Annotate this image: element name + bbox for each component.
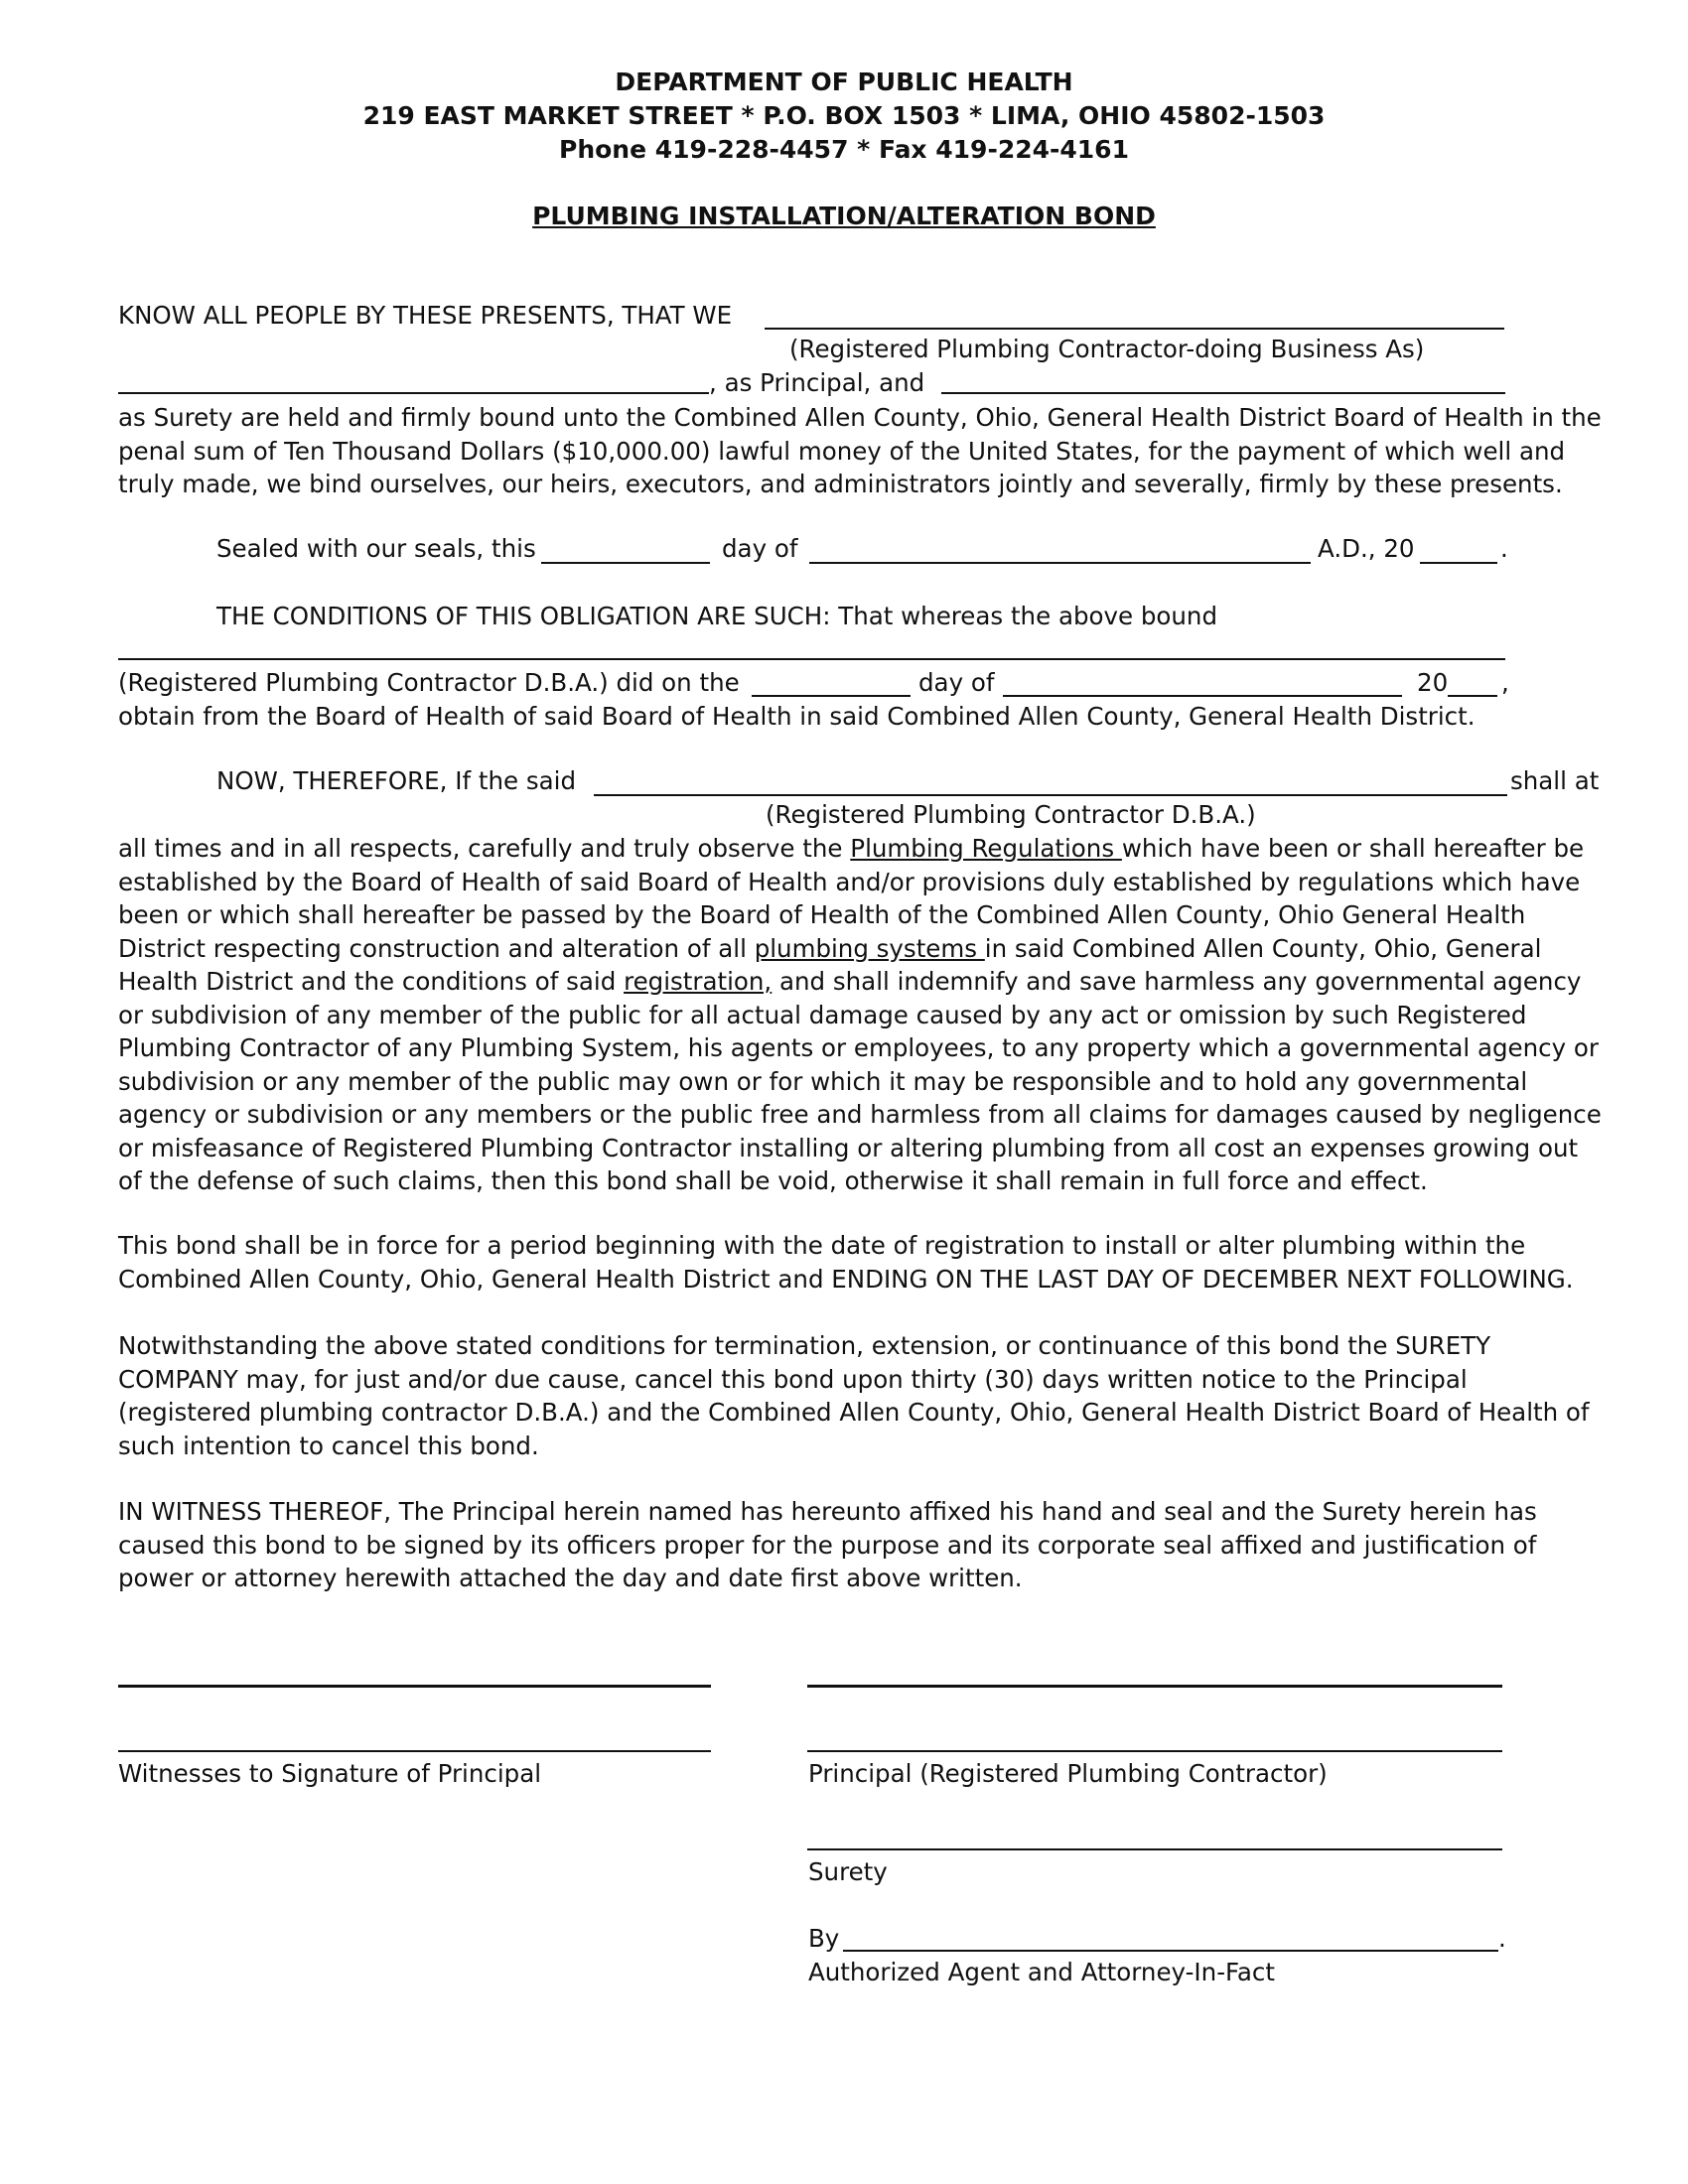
sealed-text: Sealed with our seals, this (216, 534, 536, 563)
sealed-day-of-text: day of (722, 534, 798, 563)
principal-label: Principal (Registered Plumbing Contractor) (808, 1759, 1328, 1788)
said-contractor-field[interactable] (594, 794, 1507, 796)
ad-year-text: A.D., 20 (1318, 534, 1415, 563)
conditions-day-field[interactable] (752, 695, 911, 697)
know-all-text: KNOW ALL PEOPLE BY THESE PRESENTS, THAT WE (118, 301, 733, 330)
witness-paragraph: IN WITNESS THEREOF, The Principal herein named has hereunto affixed his hand and seal and the Surety herein has caused this bond to be signed by its officers proper for the purpose and its corporate seal affixed and justification of power or attorney herewith attached the day and date first above written. (118, 1497, 1537, 1592)
conditions-comma: , (1501, 668, 1509, 697)
principal-name-field[interactable] (118, 392, 709, 394)
department-name: DEPARTMENT OF PUBLIC HEALTH (615, 68, 1073, 96)
obtain-text: obtain from the Board of Health of said Board of Health in said Combined Allen County, General Health District. (118, 702, 1476, 731)
by-label: By (808, 1924, 840, 1953)
surety-name-field[interactable] (941, 392, 1505, 394)
form-title: PLUMBING INSTALLATION/ALTERATION BOND (532, 202, 1156, 230)
now-therefore-lead: NOW, THEREFORE, If the said (216, 766, 577, 795)
obligation-paragraph: all times and in all respects, carefully and truly observe the Plumbing Regulations which have been or shall hereafter be established by the Board of Health of said Board of Health and/or provisions duly established by regulations which have been or which shall hereafter be passed by the Board of Health of the Combined Allen County, Ohio General Health District respecting construction and alteration of all plumbing systems in said Combined Allen County, Ohio, General Health District and the conditions of said registration, and shall indemnify and save harmless any governmental agency or subdivision of any member of the public for all actual damage caused by any act or omission by such Registered Plumbing Contractor of any Plumbing System, his agents or employees, to any property which a governmental agency or subdivision or any member of the public may own or for which it may be responsible and to hold any governmental agency or subdivision or any members or the public free and harmless from all claims for damages caused by negligence or misfeasance of Registered Plumbing Contractor installing or altering plumbing from all cost an expenses growing out of the defense of such claims, then this bond shall be void, otherwise it shall remain in full force and effect. (118, 834, 1602, 1195)
registration-link: registration, (624, 967, 773, 996)
conditions-20-text: 20 (1417, 668, 1449, 697)
department-address: 219 EAST MARKET STREET * P.O. BOX 1503 * LIMA, OHIO 45802-1503 (362, 101, 1326, 130)
sealed-month-field[interactable] (809, 562, 1311, 564)
contractor-name-field[interactable] (765, 328, 1504, 330)
conditions-year-field[interactable] (1448, 695, 1497, 697)
sealed-period: . (1500, 534, 1508, 563)
as-principal-text: , as Principal, and (709, 368, 925, 397)
principal-signature-line-1[interactable] (807, 1685, 1502, 1688)
surety-paragraph: as Surety are held and firmly bound unto the Combined Allen County, Ohio, General Health District Board of Health in the penal sum of Ten Thousand Dollars ($10,000.00) lawful money of the United States, for the payment of which well and truly made, we bind ourselves, our heirs, executors, and administrators jointly and severally, firmly by these presents. (118, 403, 1602, 498)
force-paragraph: This bond shall be in force for a period beginning with the date of registration to install or alter plumbing within the Combined Allen County, Ohio, General Health District and ENDING ON THE LAST DAY OF DECEMBER NEXT FOLLOWING. (118, 1231, 1574, 1294)
sealed-day-field[interactable] (541, 562, 710, 564)
agent-label: Authorized Agent and Attorney-In-Fact (808, 1958, 1275, 1986)
conditions-month-field[interactable] (1003, 695, 1402, 697)
surety-label: Surety (808, 1857, 888, 1886)
bound-contractor-field[interactable] (118, 658, 1505, 660)
plumbing-systems-link: plumbing systems (754, 933, 985, 963)
witnesses-label: Witnesses to Signature of Principal (118, 1759, 542, 1788)
surety-signature-line[interactable] (807, 1848, 1502, 1850)
by-period: . (1498, 1924, 1506, 1953)
conditions-day-of-text: day of (918, 668, 995, 697)
conditions-heading: THE CONDITIONS OF THIS OBLIGATION ARE SUCH: That whereas the above bound (216, 602, 1218, 630)
witness-signature-line-1[interactable] (118, 1685, 711, 1688)
department-phone: Phone 419-228-4457 * Fax 419-224-4161 (559, 135, 1129, 164)
shall-at-text: shall at (1510, 766, 1600, 795)
contractor-caption: (Registered Plumbing Contractor-doing Business As) (789, 335, 1425, 363)
plumbing-regulations-link: Plumbing Regulations (850, 834, 1122, 863)
witness-signature-line-2[interactable] (118, 1750, 711, 1752)
now-therefore-caption: (Registered Plumbing Contractor D.B.A.) (766, 800, 1256, 829)
principal-signature-line-2[interactable] (807, 1750, 1502, 1752)
notwithstanding-paragraph: Notwithstanding the above stated conditions for termination, extension, or continuance of this bond the SURETY COMPANY may, for just and/or due cause, cancel this bond upon thirty (30) days written notice to the Principal (registered plumbing contractor D.B.A.) and the Combined Allen County, Ohio, General Health District Board of Health of such intention to cancel this bond. (118, 1331, 1590, 1460)
by-signature-line[interactable] (843, 1950, 1498, 1952)
dba-did-on-text: (Registered Plumbing Contractor D.B.A.) did on the (118, 668, 740, 697)
sealed-year-field[interactable] (1420, 562, 1497, 564)
